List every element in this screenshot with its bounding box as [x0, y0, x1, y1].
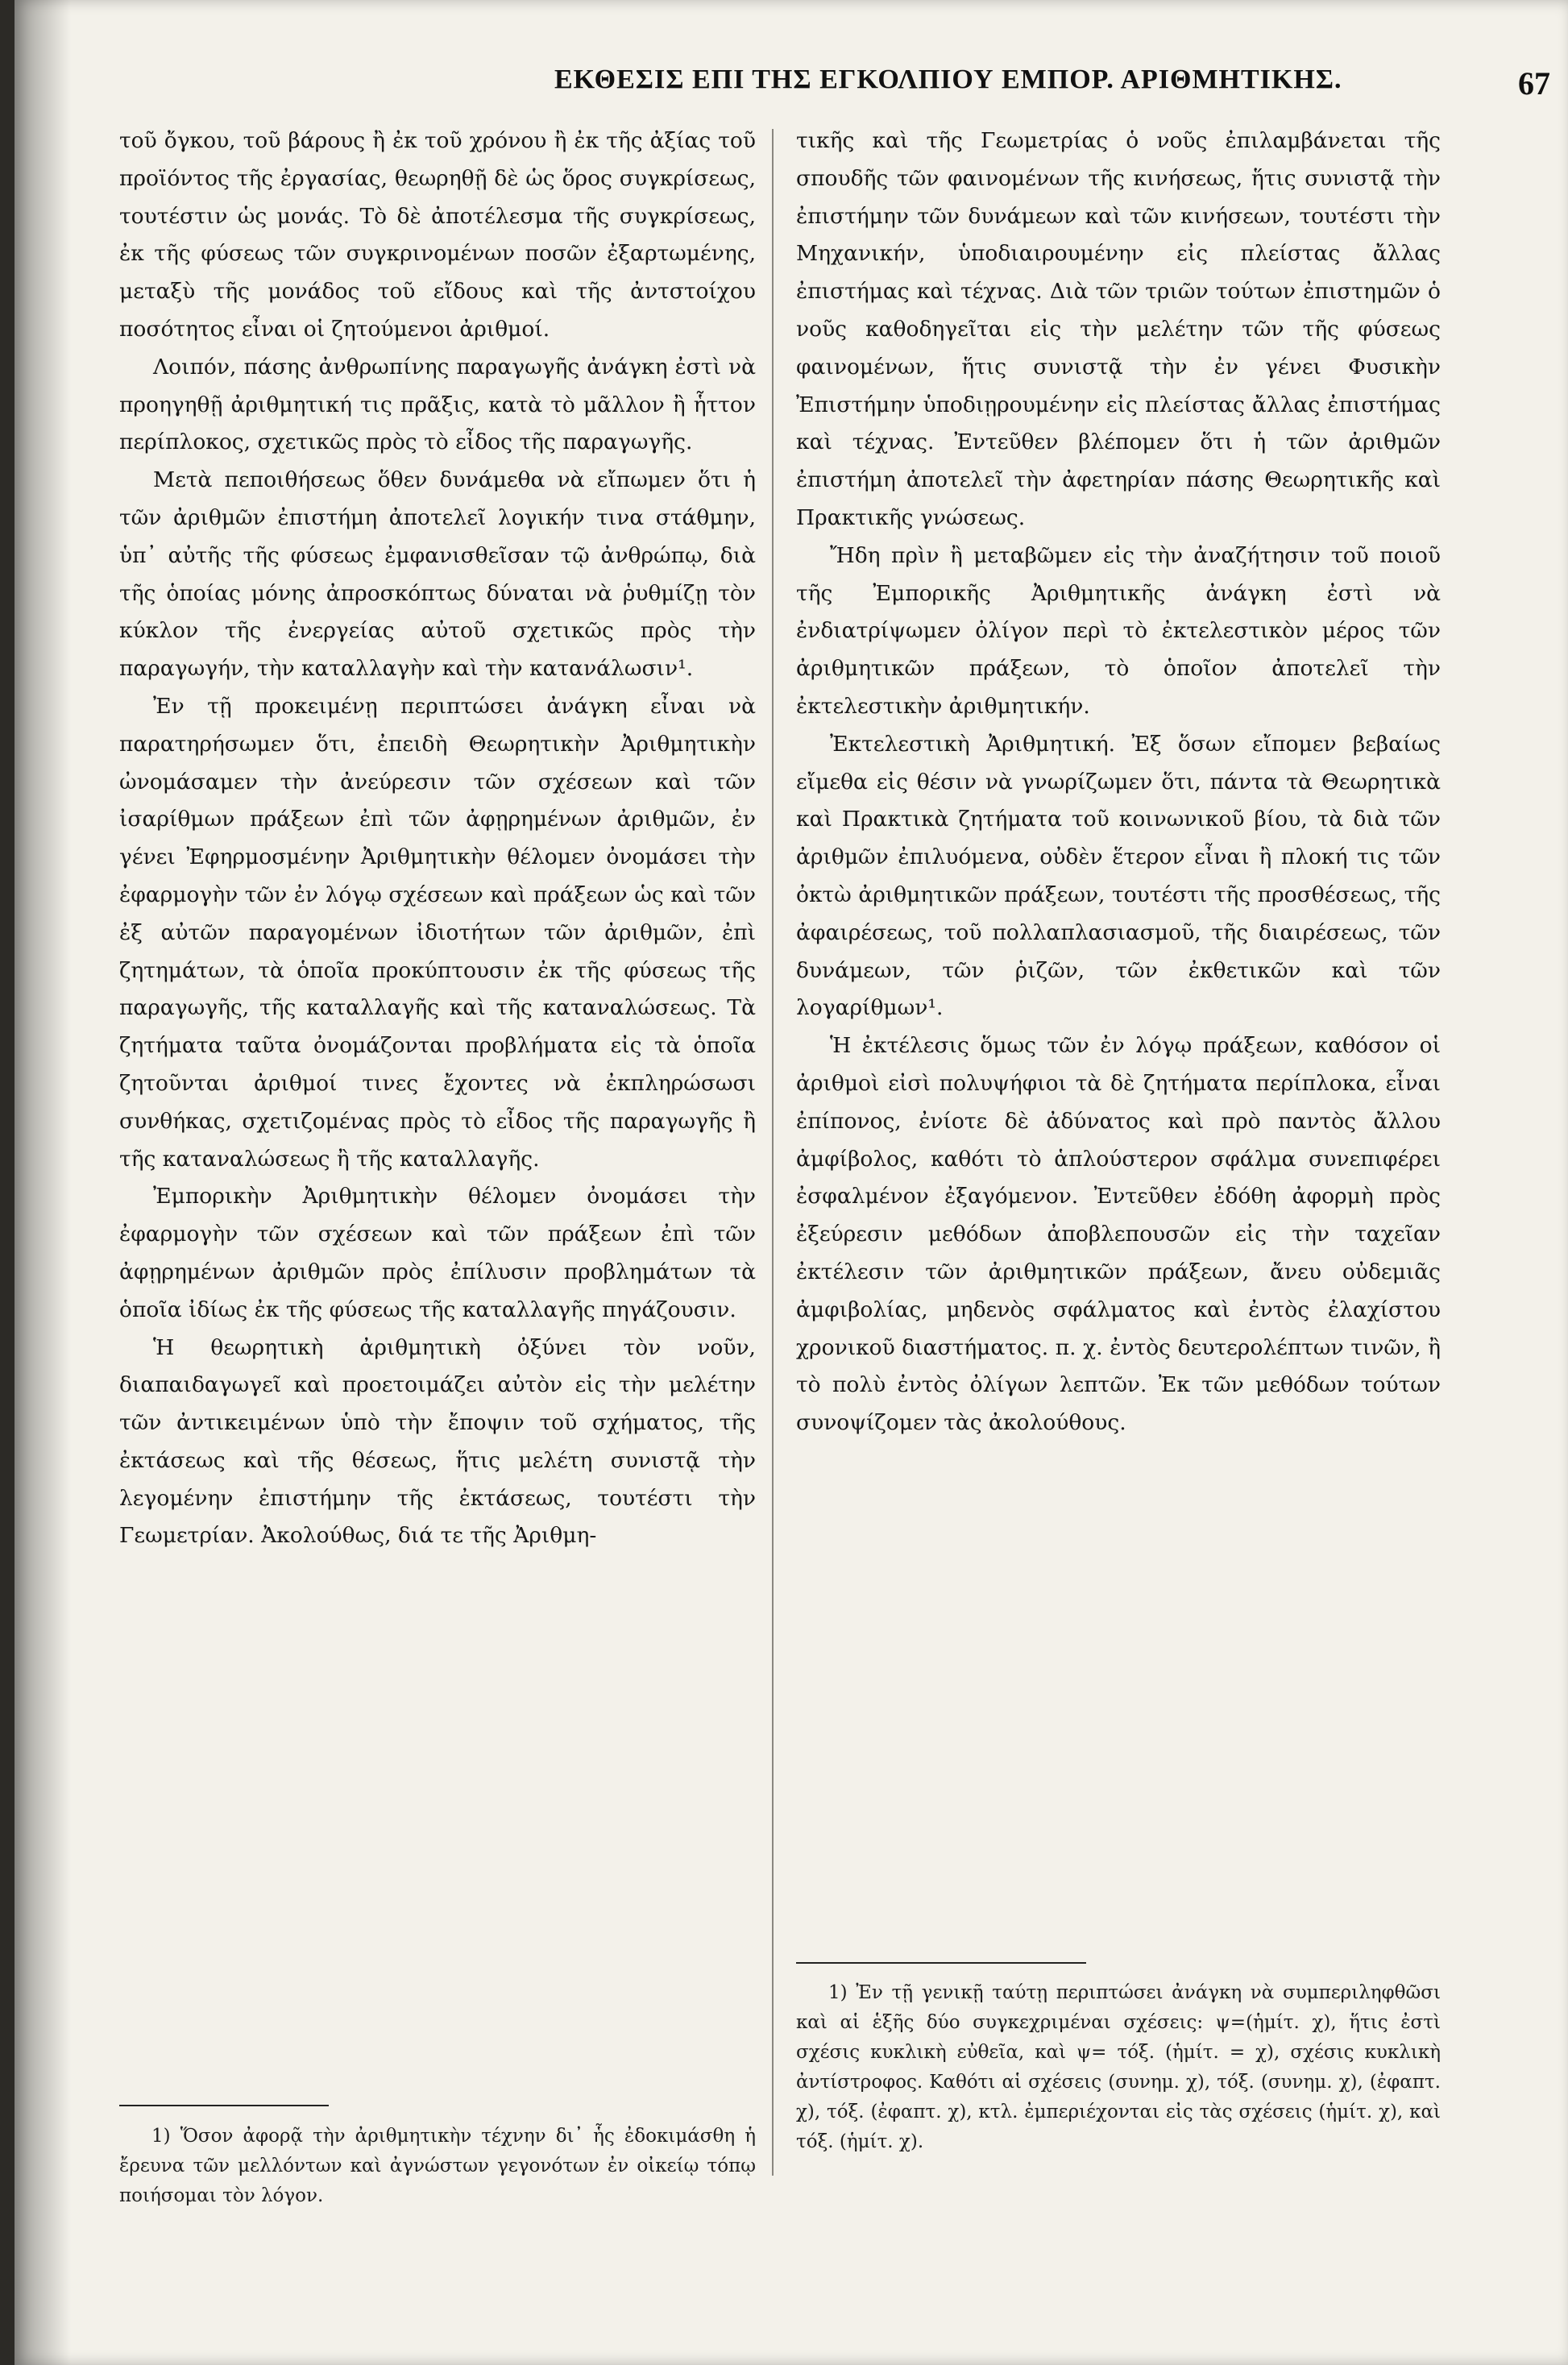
right-paragraph-3: Ἐκτελεστικὴ Ἀριθμητική. Ἐξ ὅσων εἴπομεν βεβαίως εἴμεθα εἰς θέσιν νὰ γνωρίζωμεν ὅτι, πάντα τὰ Θεωρητικὰ καὶ Πρακτικὰ ζητήματα τοῦ κοινωνικοῦ βίου, τὰ διὰ τῶν ἀριθμῶν ἐπιλυόμενα, οὐδὲν ἕτερον εἶναι ἢ πλοκή τις τῶν ὀκτὼ ἀριθμητικῶν πράξεων, τουτέστι τῆς προσθέσεως, τῆς ἀφαιρέσεως, τοῦ πολλαπλασιασμοῦ, τῆς διαιρέσεως, τῶν δυνάμεων, τῶν ῥιζῶν, τῶν ἐκθετικῶν καὶ τῶν λογαρίθμων¹.	[796, 731, 1441, 1021]
footnote-right-text: 1) Ἐν τῇ γενικῇ ταύτῃ περιπτώσει ἀνάγκη νὰ συμπεριληφθῶσι καὶ αἱ ἑξῆς δύο συγκεχριμέναι σχέσεις: ψ=(ἡμίτ. χ), ἥτις ἐστὶ σχέσις κυκλικὴ εὐθεῖα, καὶ ψ= τόξ. (ἡμίτ. = χ), σχέσις κυκλικὴ ἀντίστροφος. Καθότι αἱ σχέσεις (συνημ. χ), τόξ. (συνημ. χ), (ἐφαπτ. χ), τόξ. (ἐφαπτ. χ), κτλ. ἐμπεριέχονται εἰς τὰς σχέσεις (ἡμίτ. χ), καὶ τόξ. (ἡμίτ. χ).	[796, 1982, 1441, 2152]
right-paragraph-4: Ἡ ἐκτέλεσις ὅμως τῶν ἐν λόγῳ πράξεων, καθόσον οἱ ἀριθμοὶ εἰσὶ πολυψήφιοι τὰ δὲ ζητήματα περίπλοκα, εἶναι ἐπίπονος, ἐνίοτε δὲ ἀδύνατος καὶ πρὸ παντὸς ἄλλου ἀμφίβολος, καθότι τὸ ἁπλούστερον σφάλμα συνεπιφέρει ἐσφαλμένον ἐξαγόμενον. Ἐντεῦθεν ἐδόθη ἀφορμὴ πρὸς ἐξεύρεσιν μεθόδων ἀποβλεπουσῶν εἰς τὴν ταχεῖαν ἐκτέλεσιν τῶν ἀριθμητικῶν πράξεων, ἄνευ οὐδεμιᾶς ἀμφιβολίας, μηδενὸς σφάλματος καὶ ἐντὸς ἐλαχίστου χρονικοῦ διαστήματος. π. χ. ἐντὸς δευτερολέπτων τινῶν, ἢ τὸ πολὺ ἐντὸς ὀλίγων λεπτῶν. Ἐκ τῶν μεθόδων τούτων συνοψίζομεν τὰς ἀκολούθους.	[796, 1033, 1441, 1436]
left-paragraph-6: Ἡ θεωρητικὴ ἀριθμητικὴ ὀξύνει τὸν νοῦν, διαπαιδαγωγεῖ καὶ προετοιμάζει αὐτὸν εἰς τὴν μελέτην τῶν ἀντικειμένων ὑπὸ τὴν ἔποψιν τοῦ σχήματος, τῆς ἐκτάσεως καὶ τῆς θέσεως, ἥτις μελέτη συνιστᾷ τὴν λεγομένην ἐπιστήμην τῆς ἐκτάσεως, τουτέστι τὴν Γεωμετρίαν. Ἀκολούθως, διά τε τῆς Ἀριθμη-	[119, 1334, 756, 1549]
right-column	[796, 122, 1441, 1442]
page-number: 67	[1518, 65, 1550, 102]
footnote-right	[796, 1978, 1441, 2157]
right-paragraph-2: Ἤδη πρὶν ἢ μεταβῶμεν εἰς τὴν ἀναζήτησιν τοῦ ποιοῦ τῆς Ἐμπορικῆς Ἀριθμητικῆς ἀνάγκη ἐστὶ νὰ ἐνδιατρίψωμεν ὀλίγον περὶ τὸ ἐκτελεστικὸν μέρος τῶν ἀριθμητικῶν πράξεων, τὸ ὁποῖον ἀποτελεῖ τὴν ἐκτελεστικὴν ἀριθμητικήν.	[796, 542, 1441, 719]
left-paragraph-2: Λοιπόν, πάσης ἀνθρωπίνης παραγωγῆς ἀνάγκη ἐστὶ νὰ προηγηθῇ ἀριθμητική τις πρᾶξις, κατὰ τὸ μᾶλλον ἢ ἧττον περίπλοκος, σχετικῶς πρὸς τὸ εἶδος τῆς παραγωγῆς.	[119, 354, 756, 455]
gutter-shadow	[15, 0, 71, 2365]
book-page	[15, 0, 1568, 2365]
right-paragraph-1: τικῆς καὶ τῆς Γεωμετρίας ὁ νοῦς ἐπιλαμβάνεται τῆς σπουδῆς τῶν φαινομένων τῆς κινήσεως, ἥτις συνιστᾷ τὴν ἐπιστήμην τῶν δυνάμεων καὶ τῶν κινήσεων, τουτέστι τὴν Μηχανικήν, ὑποδιαιρουμένην εἰς πλείστας ἄλλας ἐπιστήμας καὶ τέχνας. Διὰ τῶν τριῶν τούτων ἐπιστημῶν ὁ νοῦς καθοδηγεῖται εἰς τὴν μελέτην τῶν τῆς φύσεως φαινομένων, ἥτις συνιστᾷ τὴν ἐν γένει Φυσικὴν Ἐπιστήμην ὑποδιῃρουμένην εἰς πλείστας ἄλλας ἐπιστήμας καὶ τέχνας. Ἐντεῦθεν βλέπομεν ὅτι ἡ τῶν ἀριθμῶν ἐπιστήμη ἀποτελεῖ τὴν ἀφετηρίαν πάσης Θεωρητικῆς καὶ Πρακτικῆς γνώσεως.	[796, 128, 1441, 530]
running-head: ΕΚΘΕΣΙΣ ΕΠΙ ΤΗΣ ΕΓΚΟΛΠΙΟΥ ΕΜΠΟΡ. ΑΡΙΘΜΗΤΙΚΗΣ.	[554, 64, 1342, 94]
left-column	[119, 122, 756, 1555]
left-paragraph-1: τοῦ ὄγκου, τοῦ βάρους ἢ ἐκ τοῦ χρόνου ἢ ἐκ τῆς ἀξίας τοῦ προϊόντος τῆς ἐργασίας, θεωρηθῇ δὲ ὡς ὅρος συγκρίσεως, τουτέστιν ὡς μονάς. Τὸ δὲ ἀποτέλεσμα τῆς συγκρίσεως, ἐκ τῆς φύσεως τῶν συγκρινομένων ποσῶν ἐξαρτωμένης, μεταξὺ τῆς μονάδος τοῦ εἴδους καὶ τῆς ἀντστοίχου ποσότητος εἶναι οἱ ζητούμενοι ἀριθμοί.	[119, 128, 756, 342]
footnote-rule-right	[796, 1962, 1086, 1964]
footnote-left-text: 1) Ὅσον ἀφορᾷ τὴν ἀριθμητικὴν τέχνην δι᾽ ἧς ἐδοκιμάσθη ἡ ἔρευνα τῶν μελλόντων καὶ ἀγνώστων γεγονότων ἐν οἰκείῳ τόπῳ ποιήσομαι τὸν λόγον.	[119, 2126, 756, 2206]
column-divider	[772, 129, 774, 2176]
footnote-rule-left	[119, 2105, 329, 2106]
left-paragraph-3: Μετὰ πεποιθήσεως ὅθεν δυνάμεθα νὰ εἴπωμεν ὅτι ἡ τῶν ἀριθμῶν ἐπιστήμη ἀποτελεῖ λογικήν τινα στάθμην, ὑπ᾽ αὐτῆς τῆς φύσεως ἐμφανισθεῖσαν τῷ ἀνθρώπῳ, διὰ τῆς ὁποίας μόνης ἀπροσκόπτως δύναται νὰ ῥυθμίζῃ τὸν κύκλον τῆς ἐνεργείας αὐτοῦ σχετικῶς πρὸς τὴν παραγωγήν, τὴν καταλλαγὴν καὶ τὴν κατανάλωσιν¹.	[119, 467, 756, 682]
left-paragraph-5: Ἐμπορικὴν Ἀριθμητικὴν θέλομεν ὀνομάσει τὴν ἐφαρμογὴν τῶν σχέσεων καὶ τῶν πράξεων ἐπὶ τῶν ἀφῃρημένων ἀριθμῶν πρὸς ἐπίλυσιν προβλημάτων τὰ ὁποῖα ἰδίως ἐκ τῆς φύσεως τῆς καταλλαγῆς πηγάζουσιν.	[119, 1184, 756, 1322]
left-paragraph-4: Ἐν τῇ προκειμένῃ περιπτώσει ἀνάγκη εἶναι νὰ παρατηρήσωμεν ὅτι, ἐπειδὴ Θεωρητικὴν Ἀριθμητικὴν ὠνομάσαμεν τὴν ἀνεύρεσιν τῶν σχέσεων καὶ τῶν ἰσαρίθμων πράξεων ἐπὶ τῶν ἀφῃρημένων ἀριθμῶν, ἐν γένει Ἐφηρμοσμένην Ἀριθμητικὴν θέλομεν ὀνομάσει τὴν ἐφαρμογὴν τῶν ἐν λόγῳ σχέσεων καὶ πράξεων ὡς καὶ τῶν ἐξ αὐτῶν παραγομένων ἰδιοτήτων τῶν ἀριθμῶν, ἐπὶ ζητημάτων, τὰ ὁποῖα προκύπτουσιν ἐκ τῆς φύσεως τῆς παραγωγῆς, τῆς καταλλαγῆς καὶ τῆς καταναλώσεως. Τὰ ζητήματα ταῦτα ὀνομάζονται προβλήματα εἰς τὰ ὁποῖα ζητοῦνται ἀριθμοί τινες ἔχοντες νὰ ἐκπληρώσωσι συνθήκας, σχετιζομένας πρὸς τὸ εἶδος τῆς παραγωγῆς ἢ τῆς καταναλώσεως ἢ τῆς καταλλαγῆς.	[119, 693, 756, 1172]
footnote-left	[119, 2122, 756, 2211]
